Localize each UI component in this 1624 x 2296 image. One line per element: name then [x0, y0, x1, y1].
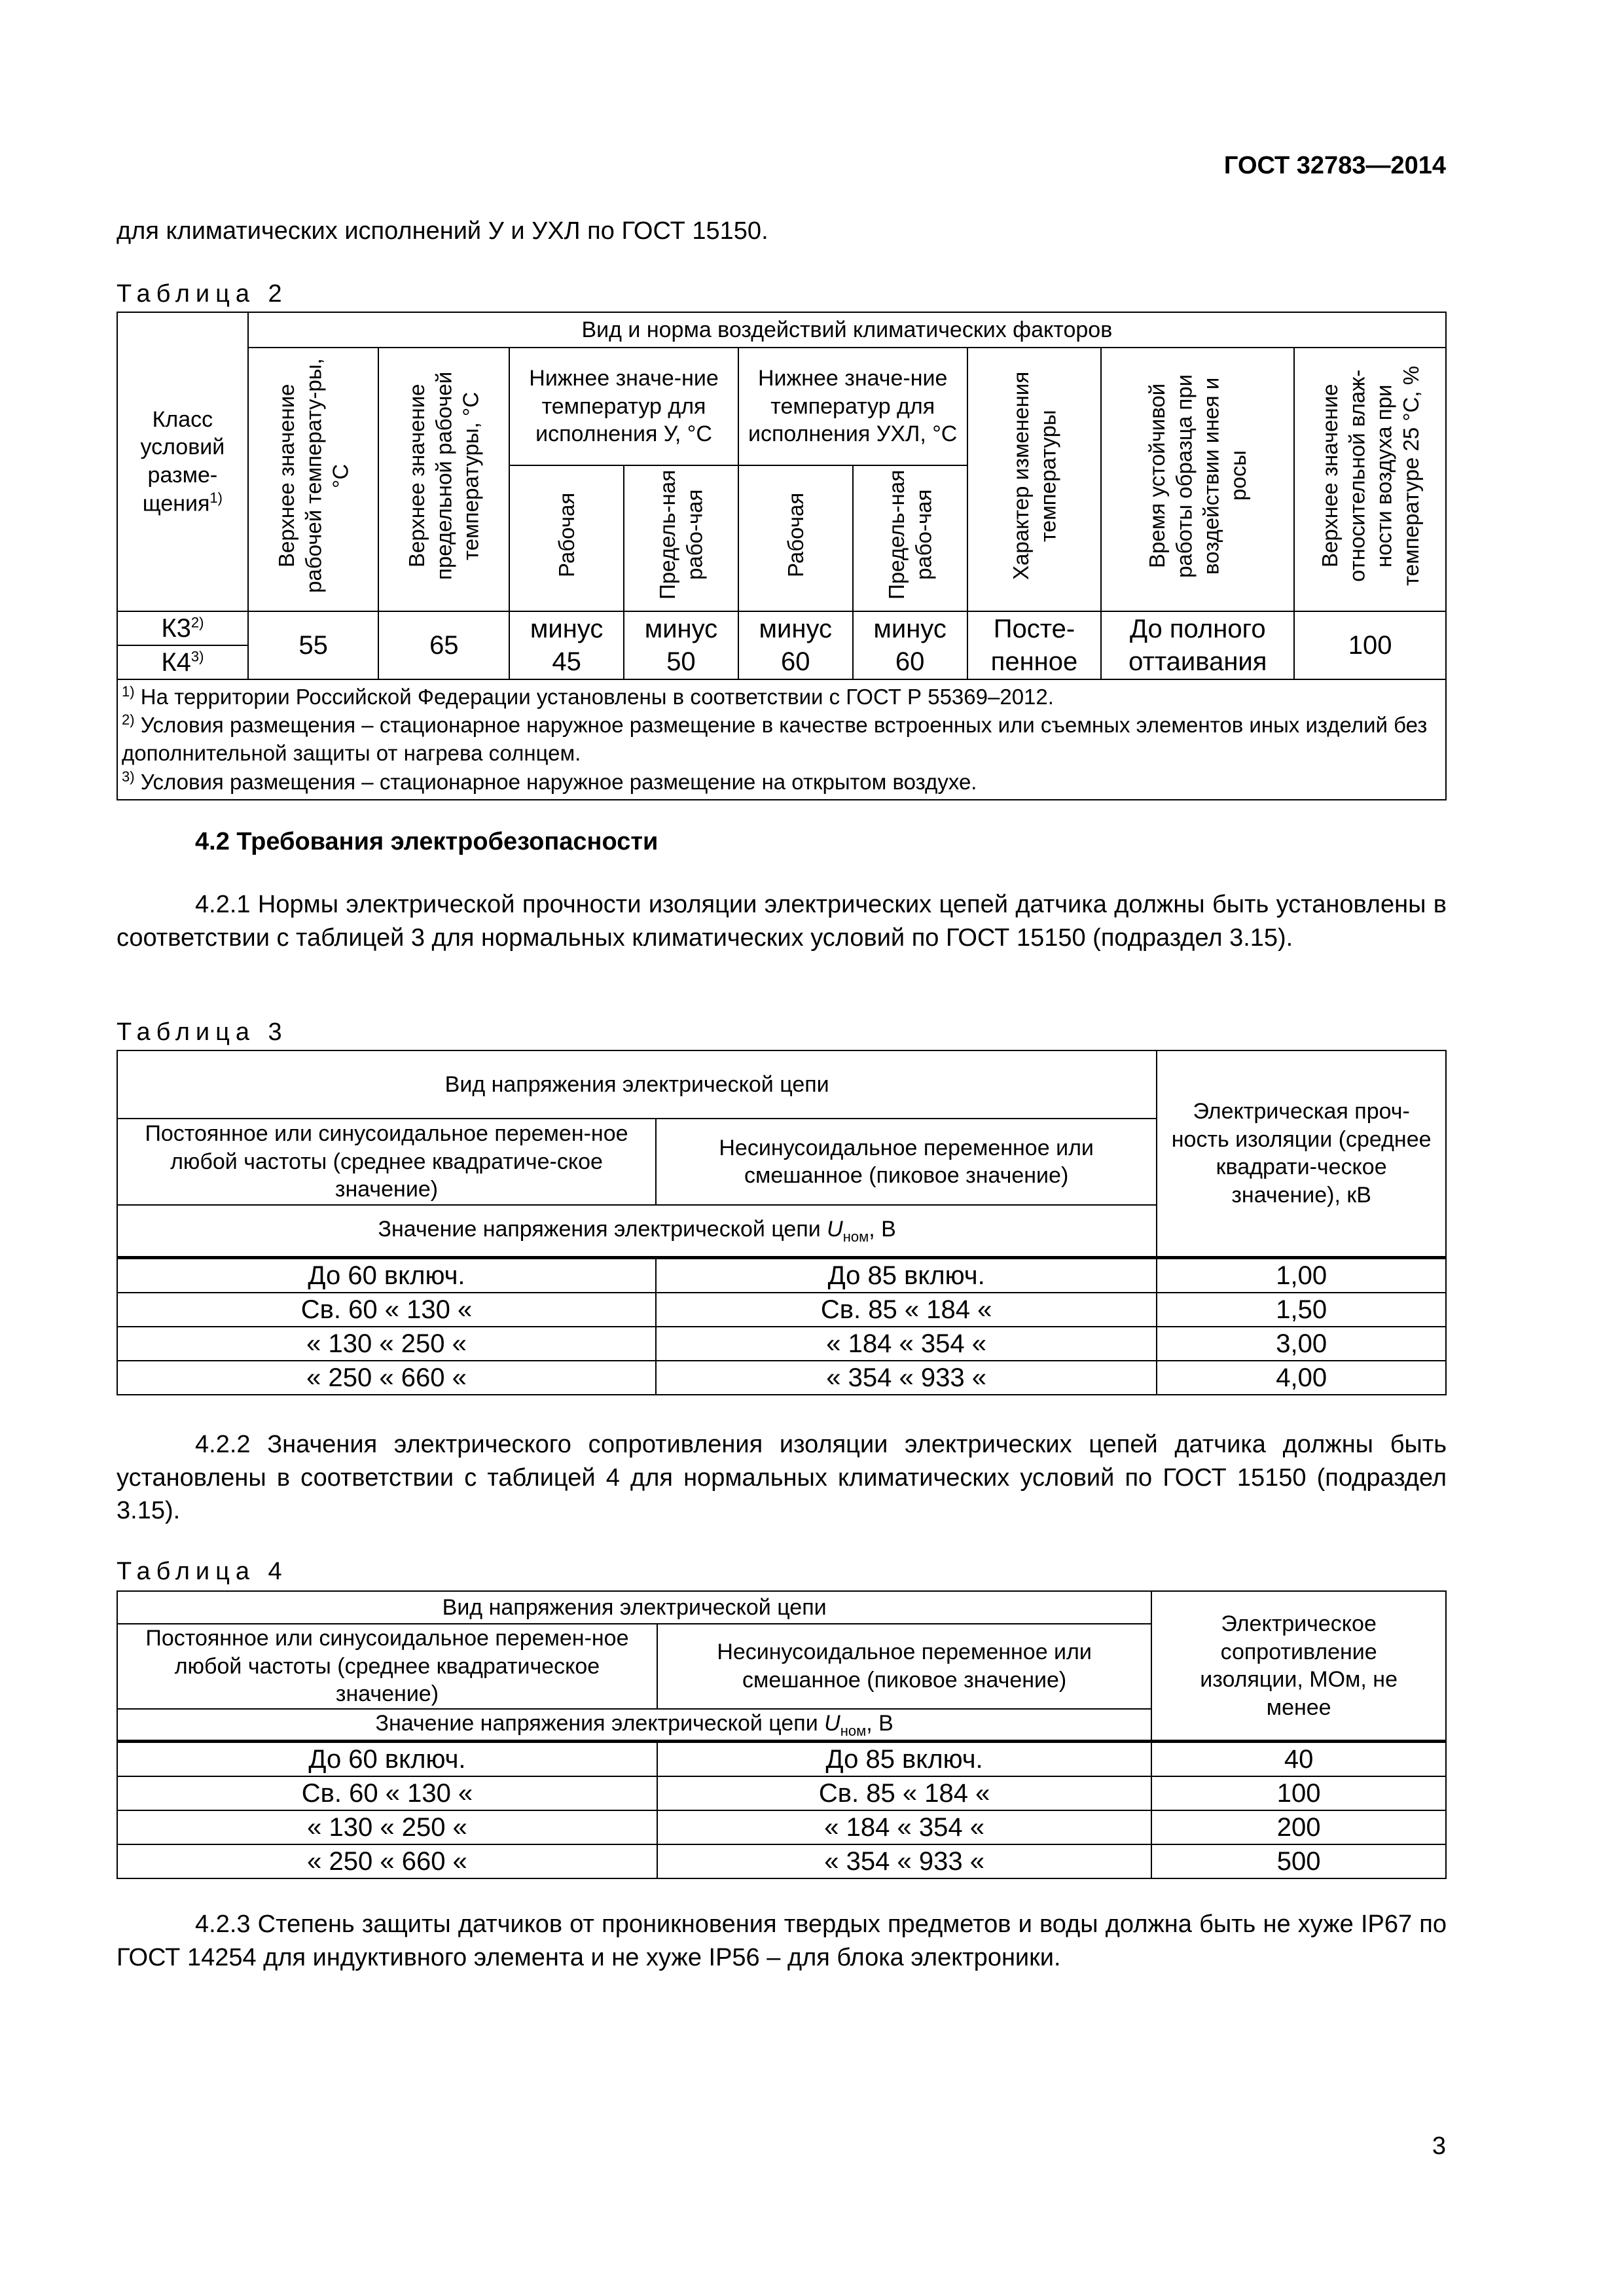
value-u-limit: минус 50 [624, 611, 738, 679]
col-lower-uhl: Нижнее значе-ние температур для исполнения УХЛ, °С [738, 348, 967, 465]
row-k4: К4$^{3)}$ [117, 645, 248, 679]
table-4 [117, 1590, 1447, 1879]
t4-row2-c: 100 [1151, 1776, 1446, 1810]
footnote-2: $^{2)}$ Условия размещения – стационарное наружное размещение в качестве встроенных или съемных элементов иных изделий без дополнительной защиты от нагрева солнцем. [122, 711, 1428, 766]
section-title: 4.2 Требования электробезопасности [195, 828, 659, 855]
t4-result-header: Электрическое сопротивление изоляции, МОм, не менее [1151, 1591, 1446, 1742]
paragraph-4-2-3: 4.2.3 Степень защиты датчиков от проникновения твердых предметов и воды должна быть не хуже IP67 по ГОСТ 14254 для индуктивного элемента и не хуже IP56 – для блока электроники. [117, 1910, 1447, 1971]
footnote-3: $^{3)}$ Условия размещения – стационарное наружное размещение на открытом воздухе. [122, 768, 977, 795]
class-header: Класс условий разме-щения$^{1)}$ [117, 312, 248, 611]
t3-row4-a: « 250 « 660 « [117, 1361, 656, 1395]
paragraph-4-2-2: 4.2.2 Значения электрического сопротивления изоляции электрических цепей датчика должны быть установлены в соответствии с таблицей 4 для нормальных климатических условий по ГОСТ 15150 (подраздел 3.15). [117, 1431, 1447, 1525]
t4-row3-b: « 184 « 354 « [657, 1810, 1151, 1844]
t3-row1-c: 1,00 [1157, 1257, 1446, 1293]
t4-row4-c: 500 [1151, 1844, 1446, 1878]
sub-working-uhl: Рабочая [738, 465, 853, 611]
table4-caption: Таблица 4 [117, 1558, 288, 1585]
col-lower-u: Нижнее значе-ние температур для исполнения У, °С [509, 348, 738, 465]
t3-row3-b: « 184 « 354 « [656, 1327, 1157, 1361]
value-u-work: минус 45 [509, 611, 624, 679]
t3-nonsin-header: Несинусоидальное переменное или смешанное (пиковое значение) [656, 1119, 1157, 1205]
table-2 [117, 312, 1447, 800]
t4-row3-c: 200 [1151, 1810, 1446, 1844]
t4-dc-sin-header: Постоянное или синусоидальное перемен-ное любой частоты (среднее квадратическое значение) [117, 1624, 657, 1709]
t3-row2-c: 1,50 [1157, 1293, 1446, 1327]
t3-dc-sin-header: Постоянное или синусоидальное перемен-ное любой частоты (среднее квадратиче-ское значение) [117, 1119, 656, 1205]
sub-limit-u: Предель-ная рабо-чая [624, 465, 738, 611]
value-change: Посте-пенное [967, 611, 1102, 679]
t3-row2-b: Св. 85 « 184 « [656, 1293, 1157, 1327]
t4-voltage-type: Вид напряжения электрической цепи [117, 1591, 1151, 1624]
t4-row3-a: « 130 « 250 « [117, 1810, 657, 1844]
document-header: ГОСТ 32783—2014 [1223, 152, 1446, 179]
t4-row2-b: Св. 85 « 184 « [657, 1776, 1151, 1810]
col-time: Время устойчивой работы образца при воздействии инея и росы [1101, 348, 1294, 611]
t4-row2-a: Св. 60 « 130 « [117, 1776, 657, 1810]
page-number: 3 [1432, 2132, 1446, 2160]
t3-row3-c: 3,00 [1157, 1327, 1446, 1361]
table2-footnotes [117, 679, 1446, 800]
intro-line: для климатических исполнений У и УХЛ по ГОСТ 15150. [117, 217, 768, 245]
t4-row4-a: « 250 « 660 « [117, 1844, 657, 1878]
t3-result-header: Электрическая проч-ность изоляции (среднее квадрати-ческое значение), кВ [1157, 1050, 1446, 1257]
table-3 [117, 1050, 1447, 1395]
t3-row1-b: До 85 включ. [656, 1257, 1157, 1293]
row-k3: К3$^{2)}$ [117, 611, 248, 645]
footnote-1: $^{1)}$ На территории Российской Федерации установлены в соответствии с ГОСТ Р 55369–2012. [122, 683, 1054, 709]
t3-value-header: Значение напряжения электрической цепи $U_{ном}$, В [117, 1205, 1157, 1257]
t3-row2-a: Св. 60 « 130 « [117, 1293, 656, 1327]
value-upper-limit: 65 [378, 611, 509, 679]
t4-nonsin-header: Несинусоидальное переменное или смешанное (пиковое значение) [657, 1624, 1151, 1709]
col-upper-limit: Верхнее значение предельной рабочей температуры, °С [378, 348, 509, 611]
group-header: Вид и норма воздействий климатических факторов [248, 312, 1446, 348]
table3-caption: Таблица 3 [117, 1018, 288, 1046]
value-time: До полного оттаивания [1101, 611, 1294, 679]
paragraph-4-2-1: 4.2.1 Нормы электрической прочности изоляции электрических цепей датчика должны быть установлены в соответствии с таблицей 3 для нормальных климатических условий по ГОСТ 15150 (подраздел 3.15). [117, 891, 1447, 952]
t4-row4-b: « 354 « 933 « [657, 1844, 1151, 1878]
t3-row4-c: 4,00 [1157, 1361, 1446, 1395]
t4-value-header: Значение напряжения электрической цепи $U_{ном}$, В [117, 1709, 1151, 1742]
col-upper-work: Верхнее значение рабочей температу-ры, °С [248, 348, 379, 611]
col-change: Характер изменения температуры [967, 348, 1102, 611]
t3-voltage-type: Вид напряжения электрической цепи [117, 1050, 1157, 1119]
t3-row3-a: « 130 « 250 « [117, 1327, 656, 1361]
sub-limit-uhl: Предель-ная рабо-чая [853, 465, 967, 611]
t3-row4-b: « 354 « 933 « [656, 1361, 1157, 1395]
t4-row1-c: 40 [1151, 1742, 1446, 1777]
value-uhl-work: минус 60 [738, 611, 853, 679]
t4-row1-b: До 85 включ. [657, 1742, 1151, 1777]
value-upper-work: 55 [248, 611, 379, 679]
t4-row1-a: До 60 включ. [117, 1742, 657, 1777]
col-humidity: Верхнее значение относительной влаж-ности воздуха при температуре 25 °С, % [1294, 348, 1446, 611]
table2-caption: Таблица 2 [117, 280, 288, 308]
t3-row1-a: До 60 включ. [117, 1257, 656, 1293]
value-humidity: 100 [1294, 611, 1446, 679]
sub-working-u: Рабочая [509, 465, 624, 611]
value-uhl-limit: минус 60 [853, 611, 967, 679]
